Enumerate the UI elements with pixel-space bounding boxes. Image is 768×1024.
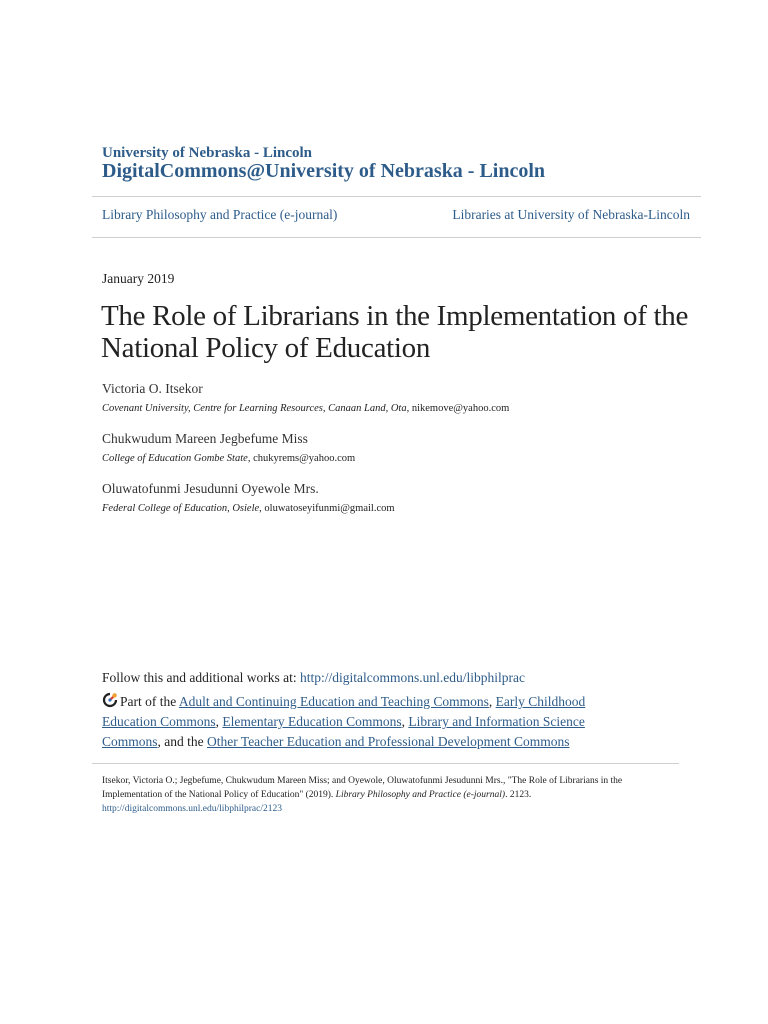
separator-and: , and the: [157, 734, 208, 749]
commons-link-library-science[interactable]: Library and Information Science Commons: [102, 714, 585, 749]
author-email: chukyrems@yahoo.com: [253, 453, 356, 464]
author-affiliation: Federal College of Education, Osiele, oluwatoseyifunmi@gmail.com: [102, 503, 395, 514]
commons-icon: [102, 692, 118, 708]
author-email: nikemove@yahoo.com: [411, 403, 510, 414]
commons-link-other-teacher-education[interactable]: Other Teacher Education and Professional Development Commons: [207, 734, 570, 749]
commons-link-adult-education[interactable]: Adult and Continuing Education and Teaching Commons: [178, 694, 489, 709]
top-divider: [92, 196, 701, 197]
author-email: oluwatoseyifunmi@gmail.com: [264, 503, 395, 514]
publication-date: January 2019: [102, 271, 175, 286]
citation-text: Itsekor, Victoria O.; Jegbefume, Chukwudum Mareen Miss; and Oyewole, Oluwatofunmi Jesudunni Mrs., "The Role of Librarians in the Implementation of the National Policy of Education" (2019).: [102, 776, 623, 800]
follow-url-link[interactable]: http://digitalcommons.unl.edu/libphilprac: [300, 670, 525, 685]
author-name: Chukwudum Mareen Jegbefume Miss: [102, 431, 308, 446]
author-name: Oluwatofunmi Jesudunni Oyewole Mrs.: [102, 481, 319, 496]
citation-number: . 2123.: [505, 790, 532, 800]
libraries-link[interactable]: Libraries at University of Nebraska-Lincoln: [452, 207, 690, 222]
author-affiliation: Covenant University, Centre for Learning Resources, Canaan Land, Ota, nikemove@yahoo.com: [102, 403, 510, 414]
title-line-1: The Role of Librarians in the Implementation of the: [101, 300, 689, 332]
part-of-prefix: Part of the: [120, 694, 179, 709]
author-affiliation: College of Education Gombe State, chukyrems@yahoo.com: [102, 453, 356, 464]
author-1: [102, 381, 509, 414]
affiliation-text: College of Education Gombe State: [102, 453, 248, 464]
follow-line: [102, 670, 525, 686]
repository-name[interactable]: DigitalCommons@University of Nebraska - Lincoln: [102, 160, 546, 182]
follow-label: Follow this and additional works at:: [102, 670, 300, 685]
commons-link-early-childhood[interactable]: Early Childhood Education Commons: [102, 694, 586, 729]
separator: ,: [488, 694, 496, 709]
recommended-citation: [102, 774, 672, 816]
separator: ,: [215, 714, 223, 729]
collection-links: [102, 207, 690, 223]
commons-link-elementary-education[interactable]: Elementary Education Commons: [222, 714, 402, 729]
title-line-2: National Policy of Education: [101, 332, 431, 364]
citation-divider: [92, 763, 679, 764]
citation-journal: Library Philosophy and Practice (e-journal): [335, 790, 506, 800]
repository-link[interactable]: [102, 160, 545, 183]
affiliation-text: Federal College of Education, Osiele: [102, 503, 260, 514]
journal-link[interactable]: Library Philosophy and Practice (e-journal): [102, 207, 338, 222]
paper-title: [101, 300, 721, 364]
affiliation-text: Covenant University, Centre for Learning Resources, Canaan Land, Ota: [102, 403, 407, 414]
author-2: [102, 431, 355, 464]
separator: ,: [401, 714, 409, 729]
author-name: Victoria O. Itsekor: [102, 381, 203, 396]
institution-name[interactable]: University of Nebraska - Lincoln: [102, 145, 312, 161]
author-3: [102, 481, 395, 514]
links-divider: [92, 237, 701, 238]
citation-url-link[interactable]: http://digitalcommons.unl.edu/libphilprac/2123: [102, 804, 282, 814]
part-of-commons: [102, 692, 632, 752]
